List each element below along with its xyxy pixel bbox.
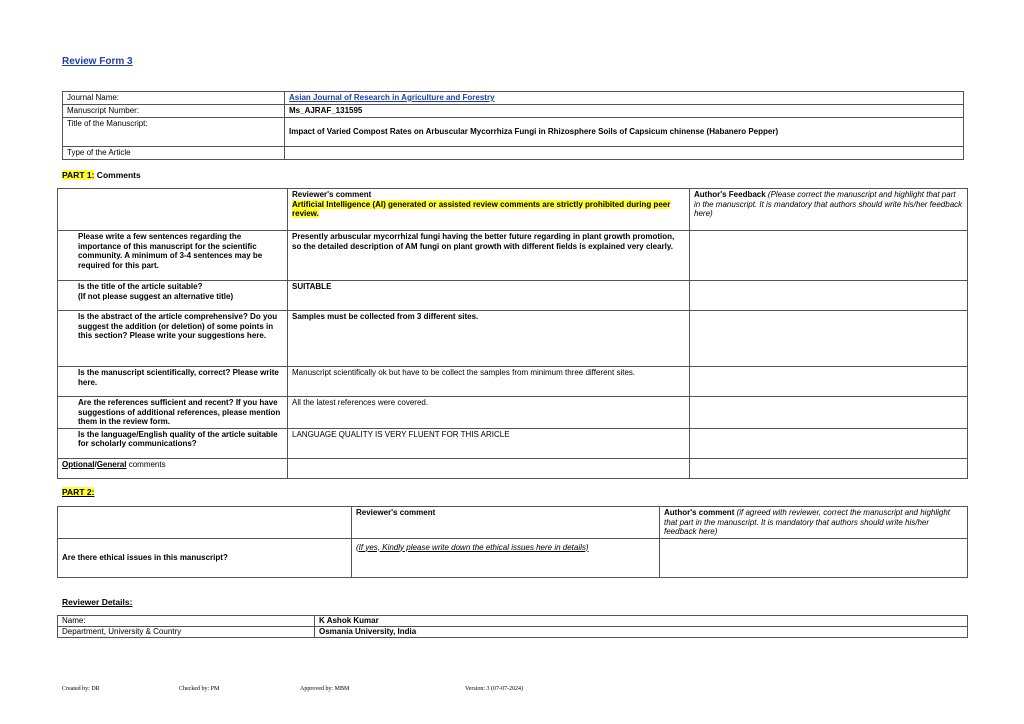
question-ethical-issues: Are there ethical issues in this manuscript? — [58, 538, 352, 577]
question-abstract: Is the abstract of the article comprehensive? Do you suggest the addition (or deletion) of some points in this section? Please write your suggestions here. — [58, 311, 288, 367]
manuscript-number-value: Ms_AJRAF_131595 — [285, 105, 964, 118]
article-type-label: Type of the Article — [63, 146, 285, 159]
footer-approved-by: Approved by: MBM — [300, 686, 350, 692]
author-feedback-cell[interactable] — [690, 428, 968, 458]
answer-title-suitable: SUITABLE — [288, 281, 690, 311]
part1-blank-header — [58, 189, 288, 231]
author-comment-cell[interactable] — [660, 538, 968, 577]
question-references: Are the references sufficient and recent? If you have suggestions of additional references, please mention them in the review form. — [58, 397, 288, 429]
part2-author-header-note: (if agreed with reviewer, correct the manuscript and highlight that part in the manuscript. It is mandatory that authors should write his/her feedback here) — [664, 508, 951, 536]
reviewer-dept-label: Department, University & Country — [58, 627, 315, 638]
part1-heading — [62, 170, 141, 180]
manuscript-info-table — [62, 91, 964, 160]
journal-link[interactable]: Asian Journal of Research in Agriculture and Forestry — [285, 92, 964, 105]
question-importance: Please write a few sentences regarding the importance of this manuscript for the scientific community. A minimum of 3-4 sentences may be required for this part. — [58, 231, 288, 281]
optional-label-a: Optional — [62, 459, 95, 469]
table-row — [58, 281, 968, 311]
author-feedback-cell[interactable] — [690, 458, 968, 478]
part2-heading-label: PART 2: — [62, 487, 95, 497]
answer-references: All the latest references were covered. — [288, 397, 690, 429]
part2-blank-header — [58, 507, 352, 539]
part2-reviewer-header: Reviewer's comment — [352, 507, 660, 539]
footer-created-by: Created by: DR — [62, 686, 100, 692]
question-language: Is the language/English quality of the article suitable for scholarly communications? — [58, 428, 288, 458]
part2-author-header — [660, 507, 968, 539]
author-feedback-header-note: (Please correct the manuscript and highlight that part in the manuscript. It is mandatory that authors should write his/her feedback here) — [694, 190, 963, 218]
reviewer-dept-value: Osmania University, India — [315, 627, 968, 638]
answer-abstract: Samples must be collected from 3 different sites. — [288, 311, 690, 367]
author-feedback-cell[interactable] — [690, 311, 968, 367]
answer-scientific: Manuscript scientifically ok but have to be collect the samples from minimum three different sites. — [288, 367, 690, 397]
question-title-suitable: Is the title of the article suitable? (If not please suggest an alternative title) — [58, 281, 288, 311]
part1-heading-suffix: Comments — [94, 170, 141, 180]
footer-checked-by: Checked by: PM — [179, 686, 220, 692]
answer-ethical-issues: (If yes, Kindly please write down the ethical issues here in details) — [352, 538, 660, 577]
manuscript-title-label: Title of the Manuscript: — [63, 117, 285, 146]
reviewer-comment-header: Reviewer's comment — [292, 190, 372, 199]
ai-prohibition-notice: Artificial Intelligence (AI) generated or assisted review comments are strictly prohibited during peer review. — [292, 199, 671, 218]
part1-comments-table — [57, 188, 968, 479]
table-row — [58, 428, 968, 458]
optional-label-d: comments — [126, 459, 166, 469]
reviewer-name-label: Name: — [58, 616, 315, 627]
answer-importance: Presently arbuscular mycorrhizal fungi having the better future regarding in plant growth promotion, so the detailed description of AM fungi on plant growth with different fields is explained very clearly. — [288, 231, 690, 281]
part2-author-header-title: Author's comment — [664, 508, 735, 517]
answer-language: LANGUAGE QUALITY IS VERY FLUENT FOR THIS ARICLE — [288, 428, 690, 458]
reviewer-details-table — [57, 615, 968, 638]
part2-ethics-table — [57, 506, 968, 578]
reviewer-name-value: K Ashok Kumar — [315, 616, 968, 627]
author-feedback-cell[interactable] — [690, 367, 968, 397]
author-feedback-cell[interactable] — [690, 281, 968, 311]
table-row — [58, 311, 968, 367]
manuscript-title-value: Impact of Varied Compost Rates on Arbuscular Mycorrhiza Fungi in Rhizosphere Soils of Capsicum chinense (Habanero Pepper) — [285, 117, 964, 146]
question-scientific: Is the manuscript scientifically, correct? Please write here. — [58, 367, 288, 397]
part2-heading — [62, 487, 94, 497]
optional-label-b: / — [94, 459, 97, 469]
optional-label-c: General — [96, 459, 127, 469]
form-title: Review Form 3 — [62, 56, 133, 67]
optional-comments-cell[interactable] — [288, 458, 690, 478]
article-type-value — [285, 146, 964, 159]
table-row — [58, 231, 968, 281]
manuscript-number-label: Manuscript Number: — [63, 105, 285, 118]
footer-version: Version: 3 (07-07-2024) — [465, 686, 523, 692]
journal-label: Journal Name: — [63, 92, 285, 105]
optional-comments-label — [58, 458, 288, 478]
reviewer-details-heading: Reviewer Details: — [62, 597, 133, 607]
author-feedback-header — [690, 189, 968, 231]
table-row — [58, 458, 968, 478]
table-row — [58, 367, 968, 397]
author-feedback-cell[interactable] — [690, 397, 968, 429]
part1-heading-label: PART 1: — [62, 170, 95, 180]
author-feedback-cell[interactable] — [690, 231, 968, 281]
table-row — [58, 397, 968, 429]
author-feedback-header-title: Author's Feedback — [694, 190, 766, 199]
